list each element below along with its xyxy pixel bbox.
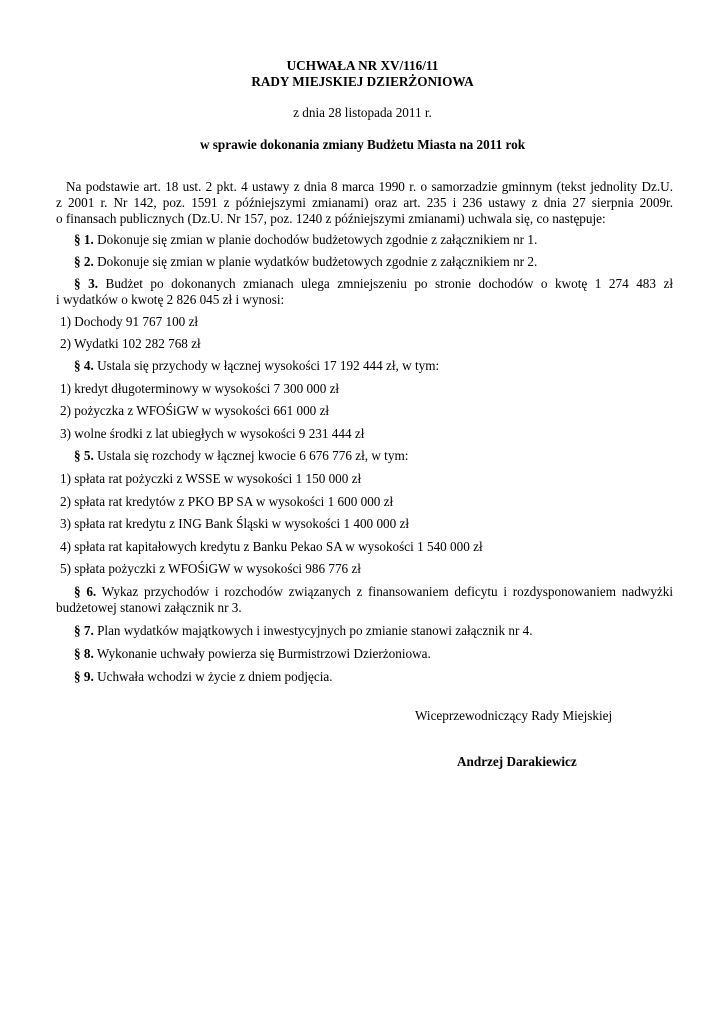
resolution-date: z dnia 28 listopada 2011 r. xyxy=(293,105,432,120)
paragraph-4 xyxy=(74,358,673,374)
paragraph-9 xyxy=(74,669,673,685)
list-item: 4) spłata rat kapitałowych kredytu z Banku Pekao SA w wysokości 1 540 000 zł xyxy=(60,539,483,554)
list-item: 1) spłata rat pożyczki z WSSE w wysokości 1 150 000 zł xyxy=(60,471,362,486)
paragraph-number: § 4. xyxy=(74,358,94,373)
resolution-subject: w sprawie dokonania zmiany Budżetu Miasta na 2011 rok xyxy=(199,137,526,152)
paragraph-number: § 2. xyxy=(74,254,94,269)
list-item: 2) spłata rat kredytów z PKO BP SA w wysokości 1 600 000 zł xyxy=(60,494,394,509)
preamble-line-3: o finansach publicznych (Dz.U. Nr 157, poz. 1240 z późniejszymi zmianami) uchwala się, co następuje: xyxy=(56,211,606,226)
list-item: 2) pożyczka z WFOŚiGW w wysokości 661 000 zł xyxy=(60,403,330,418)
paragraph-text: Ustala się rozchody w łącznej kwocie 6 676 776 zł, w tym: xyxy=(97,448,409,463)
paragraph-text: Wykonanie uchwały powierza się Burmistrzowi Dzierżoniowa. xyxy=(96,646,431,661)
paragraph-text: Dokonuje się zmian w planie wydatków budżetowych zgodnie z załącznikiem nr 2. xyxy=(97,254,538,269)
list-item: 5) spłata pożyczki z WFOŚiGW w wysokości 986 776 zł xyxy=(60,561,361,576)
paragraph-2 xyxy=(74,254,673,270)
paragraph-text: Uchwała wchodzi w życie z dniem podjęcia. xyxy=(97,669,333,684)
paragraph-1 xyxy=(74,232,673,248)
paragraph-3 xyxy=(74,276,673,292)
paragraph-text: Dokonuje się zmian w planie dochodów budżetowych zgodnie z załącznikiem nr 1. xyxy=(97,232,538,247)
paragraph-number: § 3. xyxy=(74,276,99,291)
paragraph-5 xyxy=(74,448,673,464)
paragraph-number: § 9. xyxy=(74,669,94,684)
paragraph-text: Wykaz przychodów i rozchodów związanych z finansowaniem deficytu i rozdysponowaniem nadwyżki xyxy=(101,584,674,599)
paragraph-number: § 1. xyxy=(74,232,94,247)
signatory-role: Wiceprzewodniczący Rady Miejskiej xyxy=(415,708,613,723)
list-item: 1) Dochody 91 767 100 zł xyxy=(60,314,199,329)
paragraph-text: Budżet po dokonanych zmianach ulega zmniejszeniu po stronie dochodów o kwotę 1 274 483 zł xyxy=(105,276,674,291)
paragraph-number: § 6. xyxy=(74,584,97,599)
paragraph-6-continued: budżetowej stanowi załącznik nr 3. xyxy=(56,600,242,615)
list-item: 3) wolne środki z lat ubiegłych w wysokości 9 231 444 zł xyxy=(60,426,365,441)
list-item: 3) spłata rat kredytu z ING Bank Śląski w wysokości 1 400 000 zł xyxy=(60,516,410,531)
list-item: 2) Wydatki 102 282 768 zł xyxy=(60,336,201,351)
resolution-number: UCHWAŁA NR XV/116/11 xyxy=(286,58,439,73)
council-name: RADY MIEJSKIEJ DZIERŻONIOWA xyxy=(251,74,474,89)
paragraph-text: Ustala się przychody w łącznej wysokości 17 192 444 zł, w tym: xyxy=(97,358,440,373)
paragraph-text: Plan wydatków majątkowych i inwestycyjnych po zmianie stanowi załącznik nr 4. xyxy=(97,623,533,638)
paragraph-8 xyxy=(74,646,673,662)
paragraph-6 xyxy=(74,584,673,600)
preamble-line-1: Na podstawie art. 18 ust. 2 pkt. 4 ustawy z dnia 8 marca 1990 r. o samorzadzie gminnym (tekst jednolity Dz.U. xyxy=(66,179,673,194)
paragraph-number: § 7. xyxy=(74,623,94,638)
signatory-name: Andrzej Darakiewicz xyxy=(457,754,577,769)
list-item: 1) kredyt długoterminowy w wysokości 7 300 000 zł xyxy=(60,381,340,396)
paragraph-7 xyxy=(74,623,673,639)
paragraph-3-continued: i wydatków o kwotę 2 826 045 zł i wynosi: xyxy=(56,292,285,307)
paragraph-number: § 5. xyxy=(74,448,94,463)
paragraph-number: § 8. xyxy=(74,646,94,661)
preamble-line-2: z 2001 r. Nr 142, poz. 1591 z późniejszymi zmianami) oraz art. 235 i 236 ustawy z dnia 27 sierpnia 2009r. xyxy=(56,195,673,210)
